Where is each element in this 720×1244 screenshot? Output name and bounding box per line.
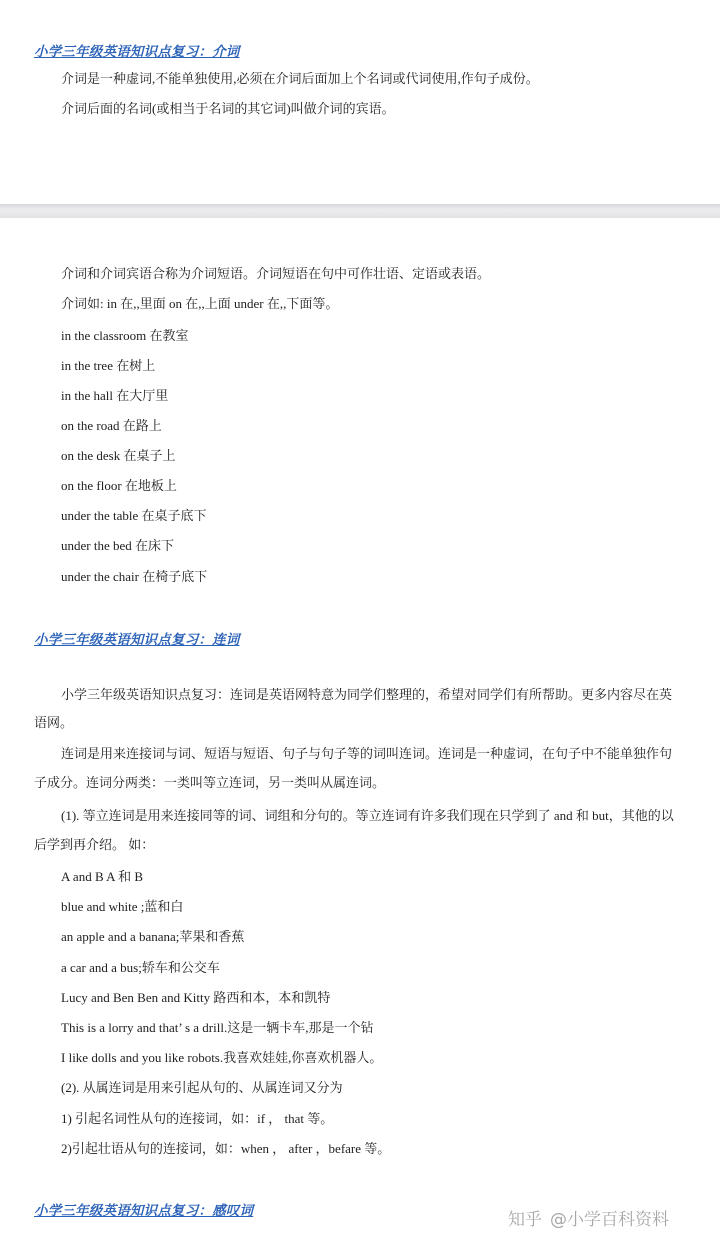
conj-example-line: a car and a bus;轿车和公交车 — [61, 960, 220, 975]
conj-example-line: an apple and a banana;苹果和香蕉 — [61, 929, 245, 944]
conj-example-line: I like dolls and you like robots.我喜欢娃娃,你喜欢机器人。 — [61, 1050, 383, 1065]
conj-example-line: blue and white ;蓝和白 — [61, 899, 184, 914]
watermark — [508, 1205, 677, 1229]
prep-example-line: on the desk 在桌子上 — [61, 448, 176, 463]
document-page-2 — [0, 218, 720, 1244]
prep-example-line: under the chair 在椅子底下 — [61, 569, 208, 584]
conj-body-line: 语网。 — [34, 715, 74, 730]
prep-example-line: on the floor 在地板上 — [61, 478, 177, 493]
prep-example-line: under the table 在桌子底下 — [61, 508, 207, 523]
prep-intro-line-2: 介词后面的名词(或相当于名词的其它词)叫做介词的宾语。 — [61, 101, 395, 116]
conj-example-line: Lucy and Ben Ben and Kitty 路西和本，本和凯特 — [61, 990, 331, 1005]
prep-intro-line-1: 介词是一种虚词,不能单独使用,必须在介词后面加上个名词或代词使用,作句子成份。 — [61, 71, 539, 86]
interj-section-heading[interactable]: 小学三年级英语知识点复习：感叹词 — [34, 1203, 254, 1218]
watermark-site: 知乎 — [508, 1209, 542, 1230]
prep-body-line: 介词如: in 在,,里面 on 在,,上面 under 在,,下面等。 — [61, 296, 339, 311]
document-page-1 — [0, 0, 720, 204]
conj-body-line: 1) 引起名词性从句的连接词，如：if ， that 等。 — [61, 1111, 334, 1126]
conj-example-line: A and B A 和 B — [61, 869, 143, 884]
prep-example-line: in the tree 在树上 — [61, 358, 156, 373]
prep-section-heading[interactable]: 小学三年级英语知识点复习：介词 — [34, 44, 240, 59]
conj-body-line: 小学三年级英语知识点复习：连词是英语网特意为同学们整理的，希望对同学们有所帮助。更多内容尽在英 — [61, 687, 673, 702]
conj-body-line: 2)引起壮语从句的连接词，如：when ， after ，befare 等。 — [61, 1141, 391, 1156]
conj-body-line: 子成分。连词分两类：一类叫等立连词，另一类叫从属连词。 — [34, 775, 386, 790]
conj-body-line: (2). 从属连词是用来引起从句的、从属连词又分为 — [61, 1080, 343, 1095]
conj-example-line: This is a lorry and that’ s a drill.这是一辆卡车,那是一个钻 — [61, 1020, 374, 1035]
conj-body-line: 连词是用来连接词与词、短语与短语、句子与句子等的词叫连词。连词是一种虚词，在句子中不能单独作句 — [61, 746, 673, 761]
page-separator — [0, 204, 720, 218]
conj-section-heading[interactable]: 小学三年级英语知识点复习：连词 — [34, 632, 240, 647]
conj-body-line: (1). 等立连词是用来连接同等的词、词组和分句的。等立连词有许多我们现在只学到了 and 和 but，其他的以 — [61, 808, 674, 823]
prep-example-line: in the classroom 在教室 — [61, 328, 189, 343]
prep-example-line: under the bed 在床下 — [61, 538, 175, 553]
prep-example-line: in the hall 在大厅里 — [61, 388, 169, 403]
prep-example-line: on the road 在路上 — [61, 418, 162, 433]
watermark-account: @小学百科资料 — [550, 1209, 669, 1230]
prep-body-line: 介词和介词宾语合称为介词短语。介词短语在句中可作壮语、定语或表语。 — [61, 266, 491, 281]
conj-body-line: 后学到再介绍。 如： — [34, 837, 155, 852]
